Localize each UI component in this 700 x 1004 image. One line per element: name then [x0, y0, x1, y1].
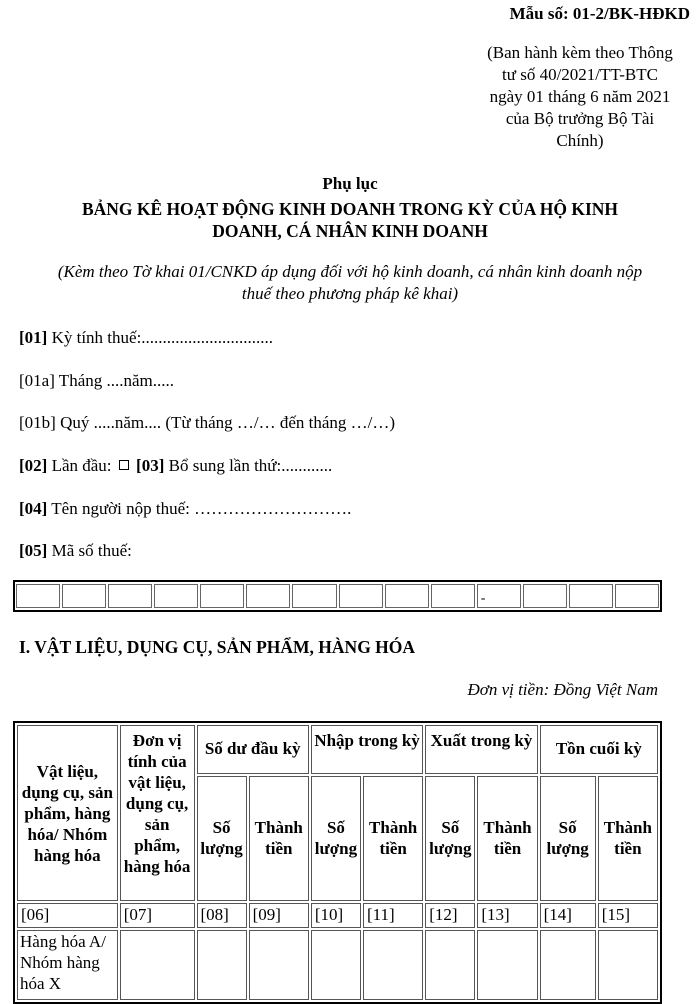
tax-id-cell[interactable] [246, 584, 290, 608]
col-header-item: Vật liệu, dụng cụ, sản phẩm, hàng hóa/ Nhóm hàng hóa [17, 725, 118, 901]
subtitle-line: (Kèm theo Tờ khai 01/CNKD áp dụng đối với hộ kinh doanh, cá nhân kinh doanh nộp [57, 262, 643, 281]
column-code: [11] [363, 903, 423, 928]
table-cell[interactable] [120, 930, 195, 1000]
tax-id-cell[interactable] [339, 584, 383, 608]
tax-id-cell[interactable] [62, 584, 106, 608]
table-cell[interactable] [477, 930, 537, 1000]
tax-id-cell[interactable] [200, 584, 244, 608]
field-tax-id-label [19, 541, 132, 561]
tax-id-cell[interactable] [431, 584, 475, 608]
title-line: BẢNG KÊ HOẠT ĐỘNG KINH DOANH TRONG KỲ CỦA HỘ KINH [81, 199, 619, 219]
tax-id-cell[interactable] [16, 584, 60, 608]
field-text: Kỳ tính thuế:............................... [47, 328, 274, 347]
table-cell[interactable] [425, 930, 475, 1000]
table-cell[interactable] [311, 930, 361, 1000]
tax-id-separator: - [480, 591, 486, 606]
column-code: [07] [120, 903, 195, 928]
field-text: Lần đầu: [47, 456, 112, 475]
tax-id-cell[interactable] [385, 584, 429, 608]
sub-header-amount: Thành tiền [249, 776, 309, 901]
subtitle-line: thuế theo phương pháp kê khai) [241, 284, 459, 303]
col-header-unit: Đơn vị tính của vật liệu, dụng cụ, sản phẩm, hàng hóa [120, 725, 195, 901]
field-text: Tên người nộp thuế: ………………………. [47, 499, 352, 518]
field-code: [02] [19, 456, 48, 475]
issued-line: (Ban hành kèm theo Thông [487, 43, 673, 62]
table-cell[interactable] [598, 930, 658, 1000]
field-tax-period[interactable] [19, 328, 273, 348]
column-code: [14] [540, 903, 596, 928]
tax-id-cell[interactable] [569, 584, 613, 608]
column-code: [12] [425, 903, 475, 928]
col-header-opening: Số dư đầu kỳ [197, 725, 309, 774]
table-row [17, 930, 658, 1000]
column-code: [13] [477, 903, 537, 928]
tax-id-cell[interactable] [108, 584, 152, 608]
section-title: I. VẬT LIỆU, DỤNG CỤ, SẢN PHẨM, HÀNG HÓA [19, 637, 416, 657]
field-text: Mã số thuế: [47, 541, 132, 560]
row-item-name[interactable]: Hàng hóa A/ Nhóm hàng hóa X [17, 930, 118, 1000]
sub-header-qty: Số lượng [540, 776, 596, 901]
first-time-checkbox[interactable] [119, 460, 129, 470]
column-code: [08] [197, 903, 247, 928]
sub-header-amount: Thành tiền [363, 776, 423, 901]
field-quarter[interactable]: [01b] Quý .....năm.... (Từ tháng …/… đến tháng …/…) [19, 413, 396, 432]
field-code: [04] [19, 499, 48, 518]
issued-line: của Bộ trưởng Bộ Tài [505, 109, 655, 128]
column-code: [09] [249, 903, 309, 928]
col-header-import: Nhập trong kỳ [311, 725, 423, 774]
tax-id-cell[interactable] [523, 584, 567, 608]
field-code: [05] [19, 541, 48, 560]
appendix-label: Phụ lục [322, 174, 378, 193]
tax-id-boxes [13, 580, 662, 612]
sub-header-qty: Số lượng [425, 776, 475, 901]
col-header-export: Xuất trong kỳ [425, 725, 537, 774]
subtitle [15, 261, 685, 305]
page-title [40, 198, 660, 242]
table-header-row [17, 725, 658, 774]
issued-line: Chính) [556, 131, 604, 150]
table-cell[interactable] [197, 930, 247, 1000]
table-code-row [17, 903, 658, 928]
table-cell[interactable] [363, 930, 423, 1000]
sub-header-qty: Số lượng [197, 776, 247, 901]
currency-unit: Đơn vị tiền: Đồng Việt Nam [467, 680, 658, 699]
field-code: [03] [136, 456, 165, 475]
sub-header-amount: Thành tiền [477, 776, 537, 901]
issued-note [480, 42, 680, 152]
tax-id-cell[interactable] [615, 584, 659, 608]
col-header-closing: Tồn cuối kỳ [540, 725, 658, 774]
column-code: [15] [598, 903, 658, 928]
tax-id-cell[interactable] [292, 584, 336, 608]
field-taxpayer-name[interactable] [19, 499, 351, 519]
table-cell[interactable] [249, 930, 309, 1000]
title-line: DOANH, CÁ NHÂN KINH DOANH [212, 221, 488, 241]
table-cell[interactable] [540, 930, 596, 1000]
issued-line: ngày 01 tháng 6 năm 2021 [489, 87, 671, 106]
inventory-table [13, 721, 662, 1004]
form-code: Mẫu số: 01-2/BK-HĐKD [509, 4, 690, 23]
column-code: [06] [17, 903, 118, 928]
field-text[interactable]: Bổ sung lần thứ:............ [164, 456, 333, 475]
sub-header-qty: Số lượng [311, 776, 361, 901]
column-code: [10] [311, 903, 361, 928]
tax-id-separator-cell [477, 584, 521, 608]
issued-line: tư số 40/2021/TT-BTC [502, 65, 658, 84]
field-month[interactable]: [01a] Tháng ....năm..... [19, 371, 175, 390]
tax-id-cell[interactable] [154, 584, 198, 608]
field-code: [01] [19, 328, 48, 347]
sub-header-amount: Thành tiền [598, 776, 658, 901]
field-submission [19, 456, 332, 476]
